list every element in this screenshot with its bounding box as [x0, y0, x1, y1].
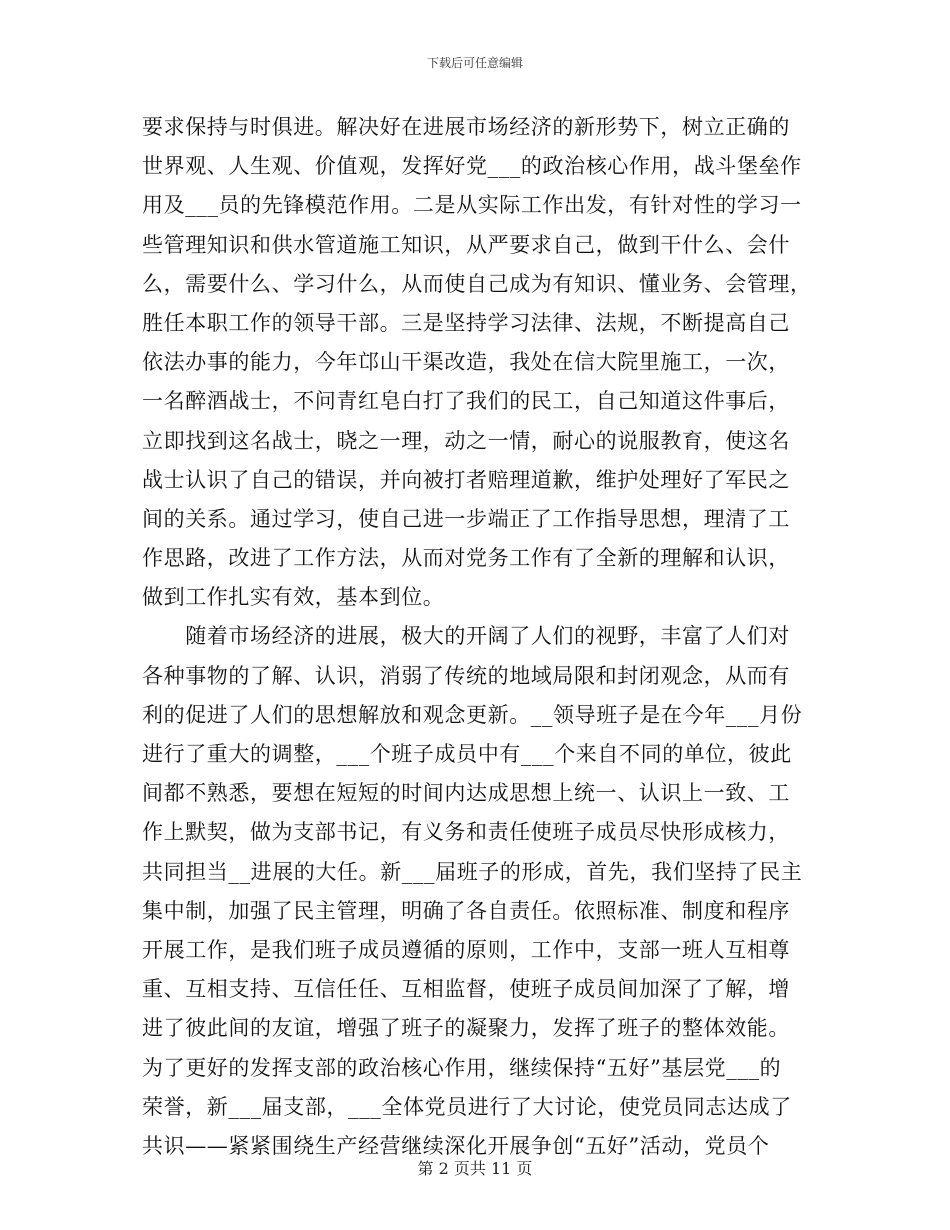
text-line: 共识——紧紧围绕生产经营继续深化开展争创“五好”活动，党员个	[142, 1133, 770, 1158]
text-line: 各种事物的了解、认识，消弱了传统的地域局限和封闭观念，从而有	[142, 663, 790, 688]
text-line: 进了彼此间的友谊，增强了班子的凝聚力，发挥了班子的整体效能。	[142, 1016, 790, 1041]
paragraph	[142, 617, 810, 1166]
text-line: 依法办事的能力，今年邙山干渠改造，我处在信大院里施工，一次，	[142, 350, 790, 375]
text-line: 开展工作，是我们班子成员遵循的原则，工作中，支部一班人互相尊	[142, 937, 790, 962]
text-line: 集中制，加强了民主管理，明确了各自责任。依照标准、制度和程序	[142, 898, 790, 923]
page-footer: 第 2 页共 11 页	[417, 1159, 533, 1178]
paragraph	[142, 108, 810, 617]
text-line: 重、互相支持、互信任任、互相监督，使班子成员间加深了了解，增	[142, 977, 790, 1002]
text-line: 随着市场经济的进展，极大的开阔了人们的视野，丰富了人们对	[142, 624, 790, 649]
text-line: 么，需要什么、学习什么，从而使自己成为有知识、懂业务、会管理，	[142, 271, 812, 296]
text-line: 进行了重大的调整，___个班子成员中有___个来自不同的单位，彼此	[142, 742, 792, 766]
page-header: 下载后可任意编辑	[426, 56, 523, 70]
text-line: 些管理知识和供水管道施工知识，从严要求自己，做到干什么、会什	[142, 232, 790, 257]
text-line: 共同担当__进展的大任。新___届班子的形成，首先，我们坚持了民主	[142, 859, 803, 884]
text-line: 为了更好的发挥支部的政治核心作用，继续保持“五好”基层党___的	[142, 1055, 782, 1080]
text-line: 世界观、人生观、价值观，发挥好党___的政治核心作用，战斗堡垒作	[142, 154, 802, 179]
text-line: 利的促进了人们的思想解放和观念更新。__领导班子是在今年___月份	[142, 702, 803, 727]
text-line: 间都不熟悉，要想在短短的时间内达成思想上统一、认识上一致、工	[142, 781, 790, 806]
text-line: 作上默契，做为支部书记，有义务和责任使班子成员尽快形成核力，	[142, 820, 790, 845]
text-line: 胜任本职工作的领导干部。三是坚持学习法律、法规，不断提高自己	[142, 310, 790, 335]
text-line: 用及___员的先锋模范作用。二是从实际工作出发，有针对性的学习一	[142, 193, 802, 218]
text-line: 荣誉，新___届支部，___全体党员进行了大讨论，使党员同志达成了	[142, 1094, 792, 1119]
text-line: 作思路，改进了工作方法，从而对党务工作有了全新的理解和认识，	[142, 546, 790, 571]
body-text	[142, 108, 810, 1166]
text-line: 间的关系。通过学习，使自己进一步端正了工作指导思想，理清了工	[142, 506, 790, 531]
text-line: 立即找到这名战士，晓之一理，动之一情，耐心的说服教育，使这名	[142, 428, 790, 453]
text-line: 要求保持与时俱进。解决好在进展市场经济的新形势下，树立正确的	[142, 115, 790, 139]
text-line: 一名醉酒战士，不问青红皂白打了我们的民工，自己知道这件事后，	[142, 389, 790, 414]
text-line: 战士认识了自己的错误，并向被打者赔理道歉，维护处理好了军民之	[142, 467, 790, 492]
text-line: 做到工作扎实有效，基本到位。	[142, 585, 445, 610]
